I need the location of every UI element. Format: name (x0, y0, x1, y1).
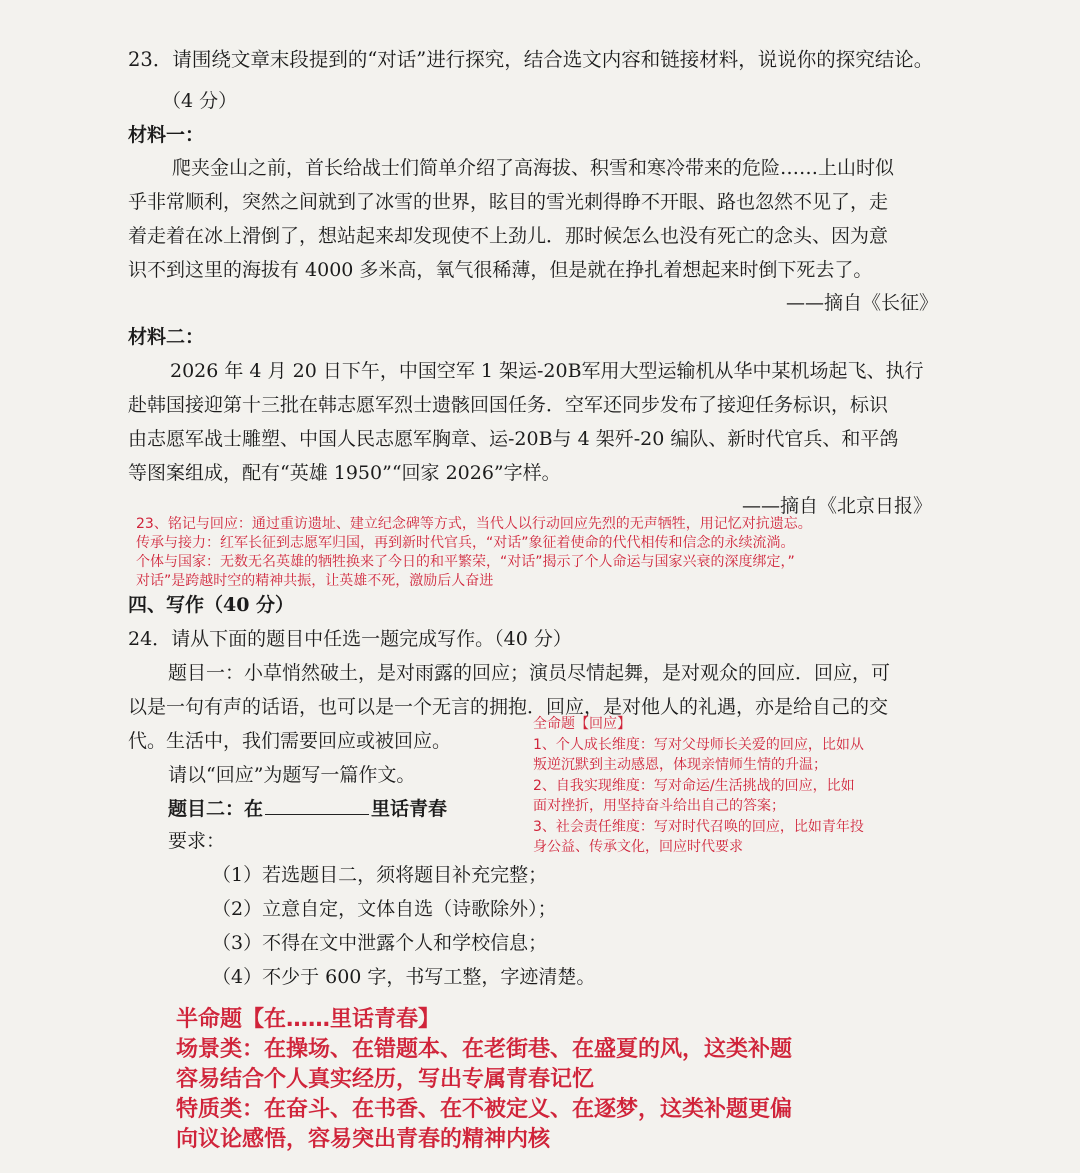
note-full-title: 全命题【回应】 (533, 716, 631, 732)
q23-answer-line: 传承与接力：红军长征到志愿军归国，再到新时代官兵，“对话”象征着使命的代代相传和信念的永续流淌。 (136, 535, 795, 551)
requirement-item: （3）不得在文中泄露个人和学校信息； (212, 932, 548, 954)
material-1-line: 识不到这里的海拔有 4000 多米高，氧气很稀薄，但是就在挣扎着想起来时倒下死去了。 (128, 259, 873, 281)
topic-2 (168, 794, 447, 821)
material-2-source: ——摘自《北京日报》 (742, 495, 933, 517)
note-full-line: 3、社会责任维度：写对时代召唤的回应，比如青年投 (533, 819, 864, 835)
q23-stem: 23．请围绕文章末段提到的“对话”进行探究，结合选文内容和链接材料，说说你的探究结论。 (128, 48, 934, 71)
note-half-line: 向议论感悟，容易突出青春的精神内核 (176, 1127, 551, 1152)
note-half-line: 特质类：在奋斗、在书香、在不被定义、在逐梦，这类补题更偏 (176, 1097, 793, 1122)
note-full-line: 2、自我实现维度：写对命运/生活挑战的回应，比如 (533, 778, 855, 794)
q23-answer-line: 对话”是跨越时空的精神共振，让英雄不死，激励后人奋进 (136, 573, 494, 589)
writing-section-title: 四、写作（40 分） (128, 594, 295, 616)
material-2-line: 2026 年 4 月 20 日下午，中国空军 1 架运-20B军用大型运输机从华中某机场起飞、执行 (170, 360, 924, 382)
note-full-line: 1、个人成长维度：写对父母师长关爱的回应，比如从 (533, 737, 864, 753)
note-full-line: 面对挫折，用坚持奋斗给出自己的答案； (533, 798, 785, 814)
topic-1-line: 代。生活中，我们需要回应或被回应。 (128, 730, 452, 752)
material-1-line: 爬夹金山之前，首长给战士们简单介绍了高海拔、积雪和寒冷带来的危险……上山时似 (172, 157, 895, 179)
material-2-title: 材料二： (128, 326, 205, 348)
note-half-title: 半命题【在……里话青春】 (176, 1007, 441, 1032)
requirement-item: （2）立意自定，文体自选（诗歌除外）； (212, 898, 557, 920)
topic-1-line: 以是一句有声的话语，也可以是一个无言的拥抱．回应，是对他人的礼遇，亦是给自己的交 (128, 696, 889, 718)
topic-2-prefix: 题目二：在 (168, 798, 264, 820)
note-half-line: 容易结合个人真实经历，写出专属青春记忆 (176, 1067, 595, 1092)
material-1-line: 着走着在冰上滑倒了，想站起来却发现使不上劲儿．那时候怎么也没有死亡的念头、因为意 (128, 225, 889, 247)
note-full-line: 叛逆沉默到主动感恩，体现亲情师生情的升温； (533, 757, 827, 773)
q23-answer-line: 个体与国家：无数无名英雄的牺牲换来了今日的和平繁荣，“对话”揭示了个人命运与国家兴衰的深度绑定，” (136, 554, 795, 570)
note-full-line: 身公益、传承文化，回应时代要求 (533, 839, 743, 855)
requirements-title: 要求： (168, 830, 226, 852)
topic-2-blank (265, 796, 369, 815)
q23-score: （4 分） (162, 90, 238, 112)
material-2-line: 赴韩国接迎第十三批在韩志愿军烈士遗骸回国任务．空军还同步发布了接迎任务标识，标识 (128, 394, 889, 416)
material-1-line: 乎非常顺利，突然之间就到了冰雪的世界，眩目的雪光刺得睁不开眼、路也忽然不见了，走 (128, 191, 889, 213)
topic-1-line: 题目一：小草悄然破土，是对雨露的回应；演员尽情起舞，是对观众的回应．回应，可 (168, 662, 891, 684)
q23-answer-line: 23、铭记与回应：通过重访遗址、建立纪念碑等方式，当代人以行动回应先烈的无声牺牲，用记忆对抗遗忘。 (136, 516, 812, 532)
material-2-line: 等图案组成，配有“英雄 1950”“回家 2026”字样。 (128, 462, 561, 484)
note-half-line: 场景类：在操场、在错题本、在老街巷、在盛夏的风，这类补题 (176, 1037, 793, 1062)
q24-stem: 24．请从下面的题目中任选一题完成写作。（40 分） (128, 628, 572, 650)
material-1-title: 材料一： (128, 124, 205, 146)
material-1-source: ——摘自《长征》 (786, 292, 939, 314)
requirement-item: （4）不少于 600 字，书写工整，字迹清楚。 (212, 966, 596, 988)
topic-2-suffix: 里话青春 (371, 798, 448, 820)
material-2-line: 由志愿军战士雕塑、中国人民志愿军胸章、运-20B与 4 架歼-20 编队、新时代官兵、和平鸽 (128, 428, 899, 450)
requirement-item: （1）若选题目二，须将题目补充完整； (212, 864, 548, 886)
topic-1-request: 请以“回应”为题写一篇作文。 (168, 764, 416, 786)
